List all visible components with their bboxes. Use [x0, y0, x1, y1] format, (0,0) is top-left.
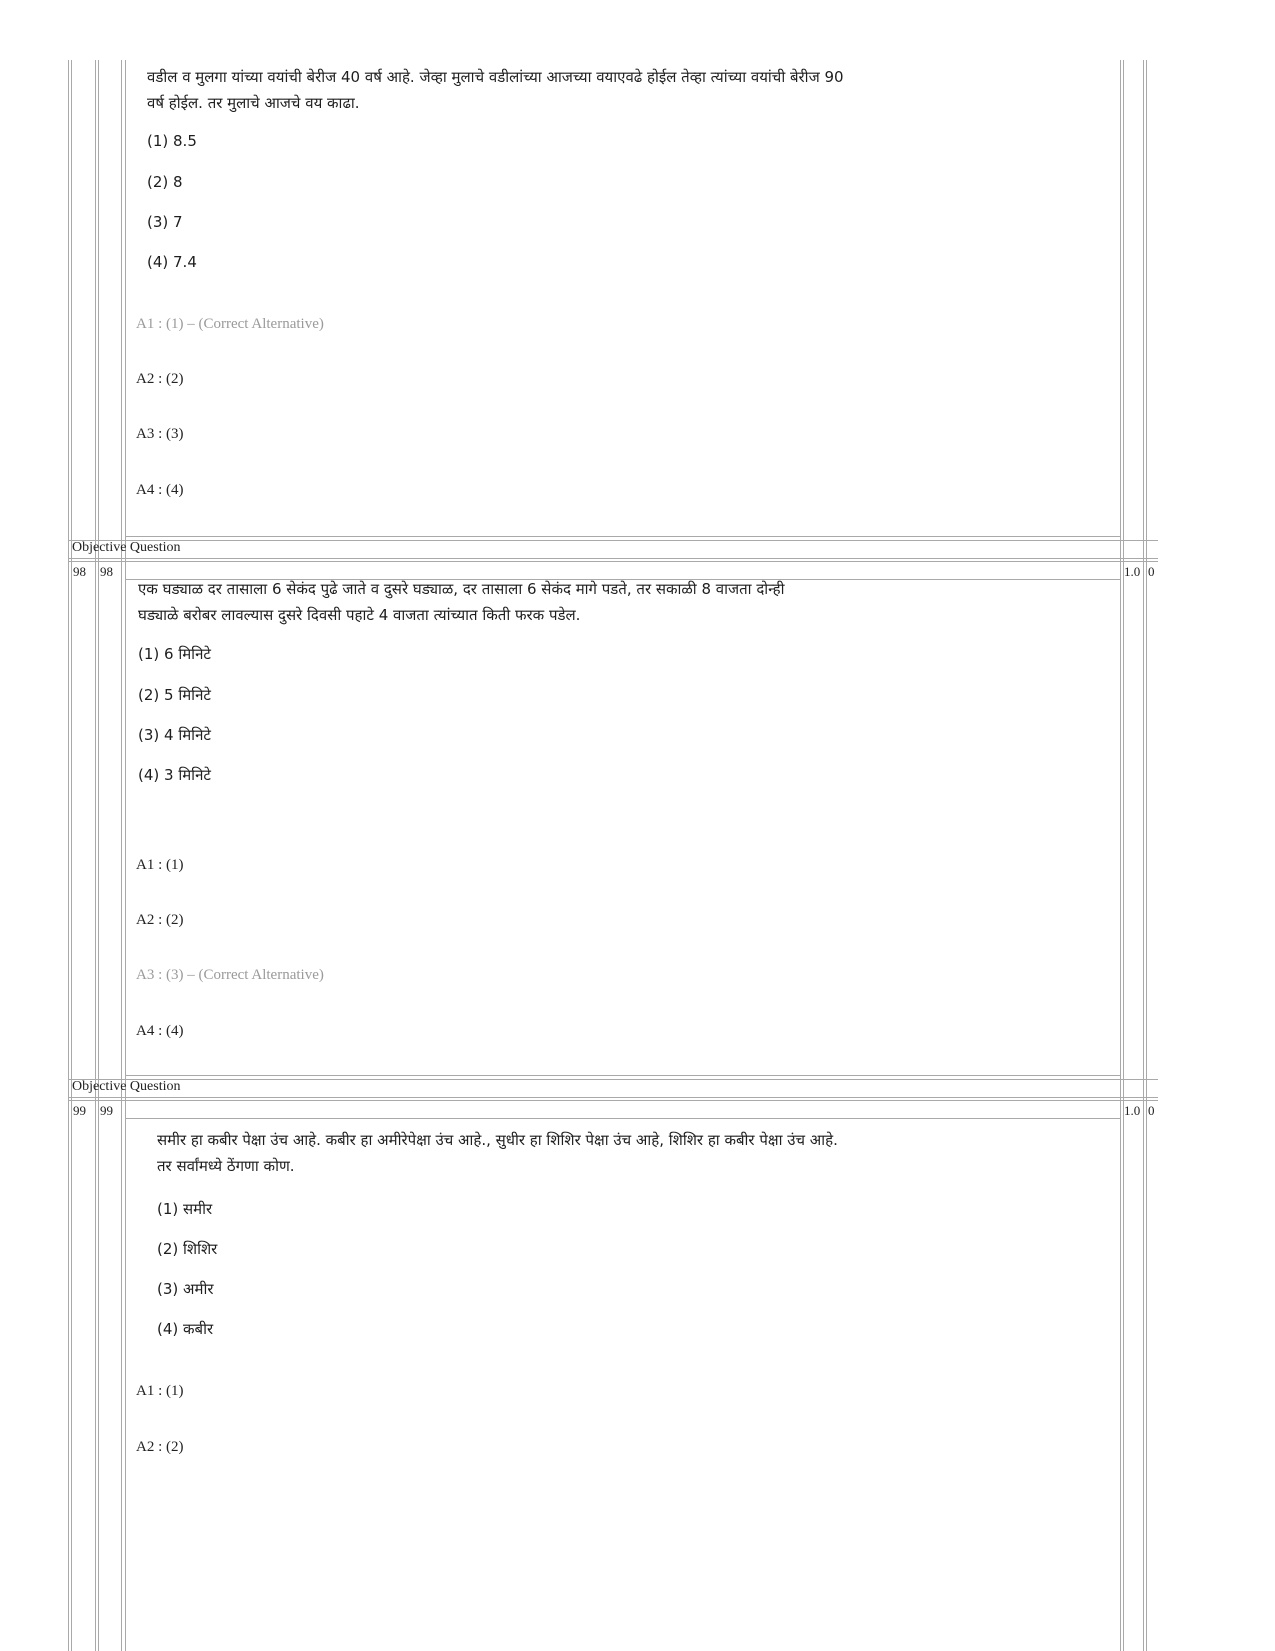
option-1: (1) 8.5 [147, 132, 197, 150]
marks-value: 1.0 [1124, 564, 1141, 579]
negative-marks-value: 0 [1148, 1103, 1155, 1118]
question-id: 98 [100, 564, 113, 579]
grid-line [98, 60, 99, 1651]
serial-number: 98 [73, 564, 86, 579]
grid-line [68, 1100, 1158, 1101]
grid-line [68, 540, 1158, 541]
option-1: (1) 6 मिनिटे [138, 645, 211, 663]
grid-line [125, 1075, 1121, 1076]
question-text-line: तर सर्वांमध्ये ठेंगणा कोण. [157, 1157, 295, 1175]
option-3: (3) 7 [147, 213, 183, 231]
question-text [147, 64, 1047, 116]
grid-line [1146, 60, 1147, 1651]
option-3: (3) 4 मिनिटे [138, 726, 211, 744]
answer-alternative: A4 : (4) [136, 482, 184, 498]
grid-line [71, 60, 72, 1651]
question-text [138, 576, 1038, 628]
negative-marks-value: 0 [1148, 564, 1155, 579]
answer-alternative-correct: A3 : (3) – (Correct Alternative) [136, 967, 324, 983]
question-text-line: एक घड्याळ दर तासाला 6 सेकंद पुढे जाते व दुसरे घड्याळ, दर तासाला 6 सेकंद मागे पडते, तर सकाळी 8 वाजता दोन्ही [138, 580, 785, 598]
option-4: (4) कबीर [157, 1320, 214, 1338]
grid-line [68, 558, 1158, 559]
question-text-line: समीर हा कबीर पेक्षा उंच आहे. कबीर हा अमीरेपेक्षा उंच आहे., सुधीर हा शिशिर पेक्षा उंच आहे, शिशिर हा कबीर पेक्षा उंच आहे. [157, 1131, 838, 1149]
grid-line [125, 536, 1121, 537]
grid-line [125, 1118, 1121, 1119]
question-text-line: वर्ष होईल. तर मुलाचे आजचे वय काढा. [147, 94, 360, 112]
question-text [157, 1127, 1057, 1179]
grid-line [68, 60, 69, 1651]
grid-line [68, 1079, 1158, 1080]
section-label: Objective Question [72, 540, 181, 555]
answer-alternative: A2 : (2) [136, 1439, 184, 1455]
option-4: (4) 7.4 [147, 253, 197, 271]
answer-alternative: A2 : (2) [136, 912, 184, 928]
grid-line [68, 561, 1158, 562]
question-id: 99 [100, 1103, 113, 1118]
answer-alternative: A2 : (2) [136, 371, 184, 387]
grid-line [121, 60, 122, 1651]
option-2: (2) 5 मिनिटे [138, 686, 211, 704]
grid-line [95, 60, 96, 1651]
answer-alternative-correct: A1 : (1) – (Correct Alternative) [136, 316, 324, 332]
serial-number: 99 [73, 1103, 86, 1118]
question-text-line: घड्याळे बरोबर लावल्यास दुसरे दिवसी पहाटे 4 वाजता त्यांच्यात किती फरक पडेल. [138, 606, 581, 624]
option-3: (3) अमीर [157, 1280, 214, 1298]
answer-alternative: A1 : (1) [136, 857, 184, 873]
question-text-line: वडील व मुलगा यांच्या वयांची बेरीज 40 वर्ष आहे. जेव्हा मुलाचे वडीलांच्या आजच्या वयाएवढे होईल तेव्हा त्यांच्या वयांची बेरीज 90 [147, 68, 844, 86]
grid-line [1120, 60, 1121, 1651]
answer-alternative: A3 : (3) [136, 426, 184, 442]
section-label: Objective Question [72, 1079, 181, 1094]
grid-line [1143, 60, 1144, 1651]
answer-alternative: A4 : (4) [136, 1023, 184, 1039]
answer-alternative: A1 : (1) [136, 1383, 184, 1399]
option-1: (1) समीर [157, 1200, 213, 1218]
grid-line [68, 1097, 1158, 1098]
option-2: (2) शिशिर [157, 1240, 218, 1258]
grid-line [125, 60, 126, 1651]
option-4: (4) 3 मिनिटे [138, 766, 211, 784]
grid-line [1123, 60, 1124, 1651]
marks-value: 1.0 [1124, 1103, 1141, 1118]
option-2: (2) 8 [147, 173, 183, 191]
